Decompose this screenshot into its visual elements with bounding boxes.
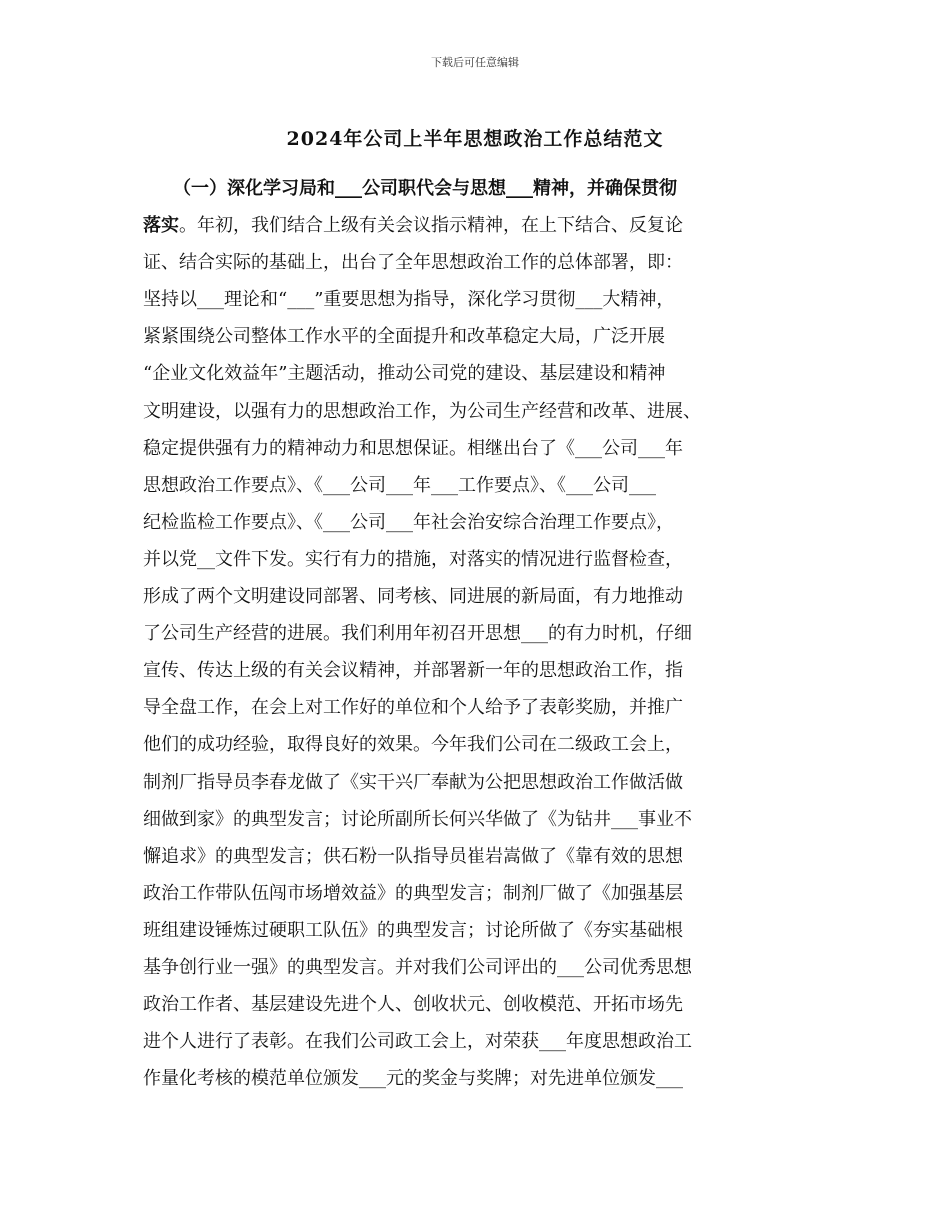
paragraph-line: 基争创行业一强》的典型发言。并对我们公司评出的___公司优秀思想 [143, 956, 692, 978]
paragraph-line: 证、结合实际的基础上，出台了全年思想政治工作的总体部署，即： [143, 252, 683, 274]
paragraph-line: 纪检监检工作要点》、《___公司___年社会治安综合治理工作要点》， [143, 511, 674, 533]
paragraph-line: 制剂厂指导员李春龙做了《实干兴厂奉献为公把思想政治工作做活做 [143, 771, 683, 793]
section-heading-end: 落实 [143, 215, 179, 237]
document-body [143, 170, 815, 1097]
paragraph-line: 坚持以___理论和“___”重要思想为指导，深化学习贯彻___大精神， [143, 289, 675, 311]
paragraph-line: 形成了两个文明建设同部署、同考核、同进展的新局面，有力地推动 [143, 586, 683, 608]
paragraph-line [143, 207, 815, 244]
paragraph-line: 政治工作带队伍闯市场增效益》的典型发言；制剂厂做了《加强基层 [143, 882, 683, 904]
paragraph-line: 他们的成功经验，取得良好的效果。今年我们公司在二级政工会上， [143, 734, 683, 756]
paragraph-line: 了公司生产经营的进展。我们利用年初召开思想___的有力时机，仔细 [143, 623, 692, 645]
paragraph-line: 宣传、传达上级的有关会议精神，并部署新一年的思想政治工作，指 [143, 660, 683, 682]
document-title: 2024年公司上半年思想政治工作总结范文 [286, 128, 664, 150]
paragraph-line: 并以党__文件下发。实行有力的措施，对落实的情况进行监督检查， [143, 548, 683, 570]
paragraph-line: 稳定提供强有力的精神动力和思想保证。相继出台了《___公司___年 [143, 437, 683, 459]
paragraph-line: 政治工作者、基层建设先进个人、创收状元、创收模范、开拓市场先 [143, 994, 683, 1016]
paragraph-line: 导全盘工作，在会上对工作好的单位和个人给予了表彰奖励，并推广 [143, 697, 683, 719]
paragraph-line: 细做到家》的典型发言；讨论所副所长何兴华做了《为钻井___事业不 [143, 808, 692, 830]
paragraph-line: 懈追求》的典型发言；供石粉一队指导员崔岩嵩做了《靠有效的思想 [143, 845, 683, 867]
section-heading: （一）深化学习局和___公司职代会与思想___精神，并确保贯彻 [173, 178, 677, 199]
paragraph-text: 。年初，我们结合上级有关会议指示精神，在上下结合、反复论 [179, 215, 683, 237]
paragraph-line: 紧紧围绕公司整体工作水平的全面提升和改革稳定大局，广泛开展 [143, 326, 665, 348]
paragraph-line: 作量化考核的模范单位颁发___元的奖金与奖牌；对先进单位颁发___ [143, 1068, 683, 1090]
paragraph-line: 进个人进行了表彰。在我们公司政工会上，对荣获___年度思想政治工 [143, 1031, 692, 1053]
paragraph-line: 思想政治工作要点》、《___公司___年___工作要点》、《___公司___ [143, 474, 656, 496]
paragraph-line: 文明建设，以强有力的思想政治工作，为公司生产经营和改革、进展、 [143, 400, 701, 422]
paragraph-line: “企业文化效益年”主题活动，推动公司党的建设、基层建设和精神 [143, 363, 666, 385]
paragraph-line: 班组建设锤炼过硬职工队伍》的典型发言；讨论所做了《夯实基础根 [143, 919, 683, 941]
header-note: 下载后可任意编辑 [431, 56, 519, 69]
